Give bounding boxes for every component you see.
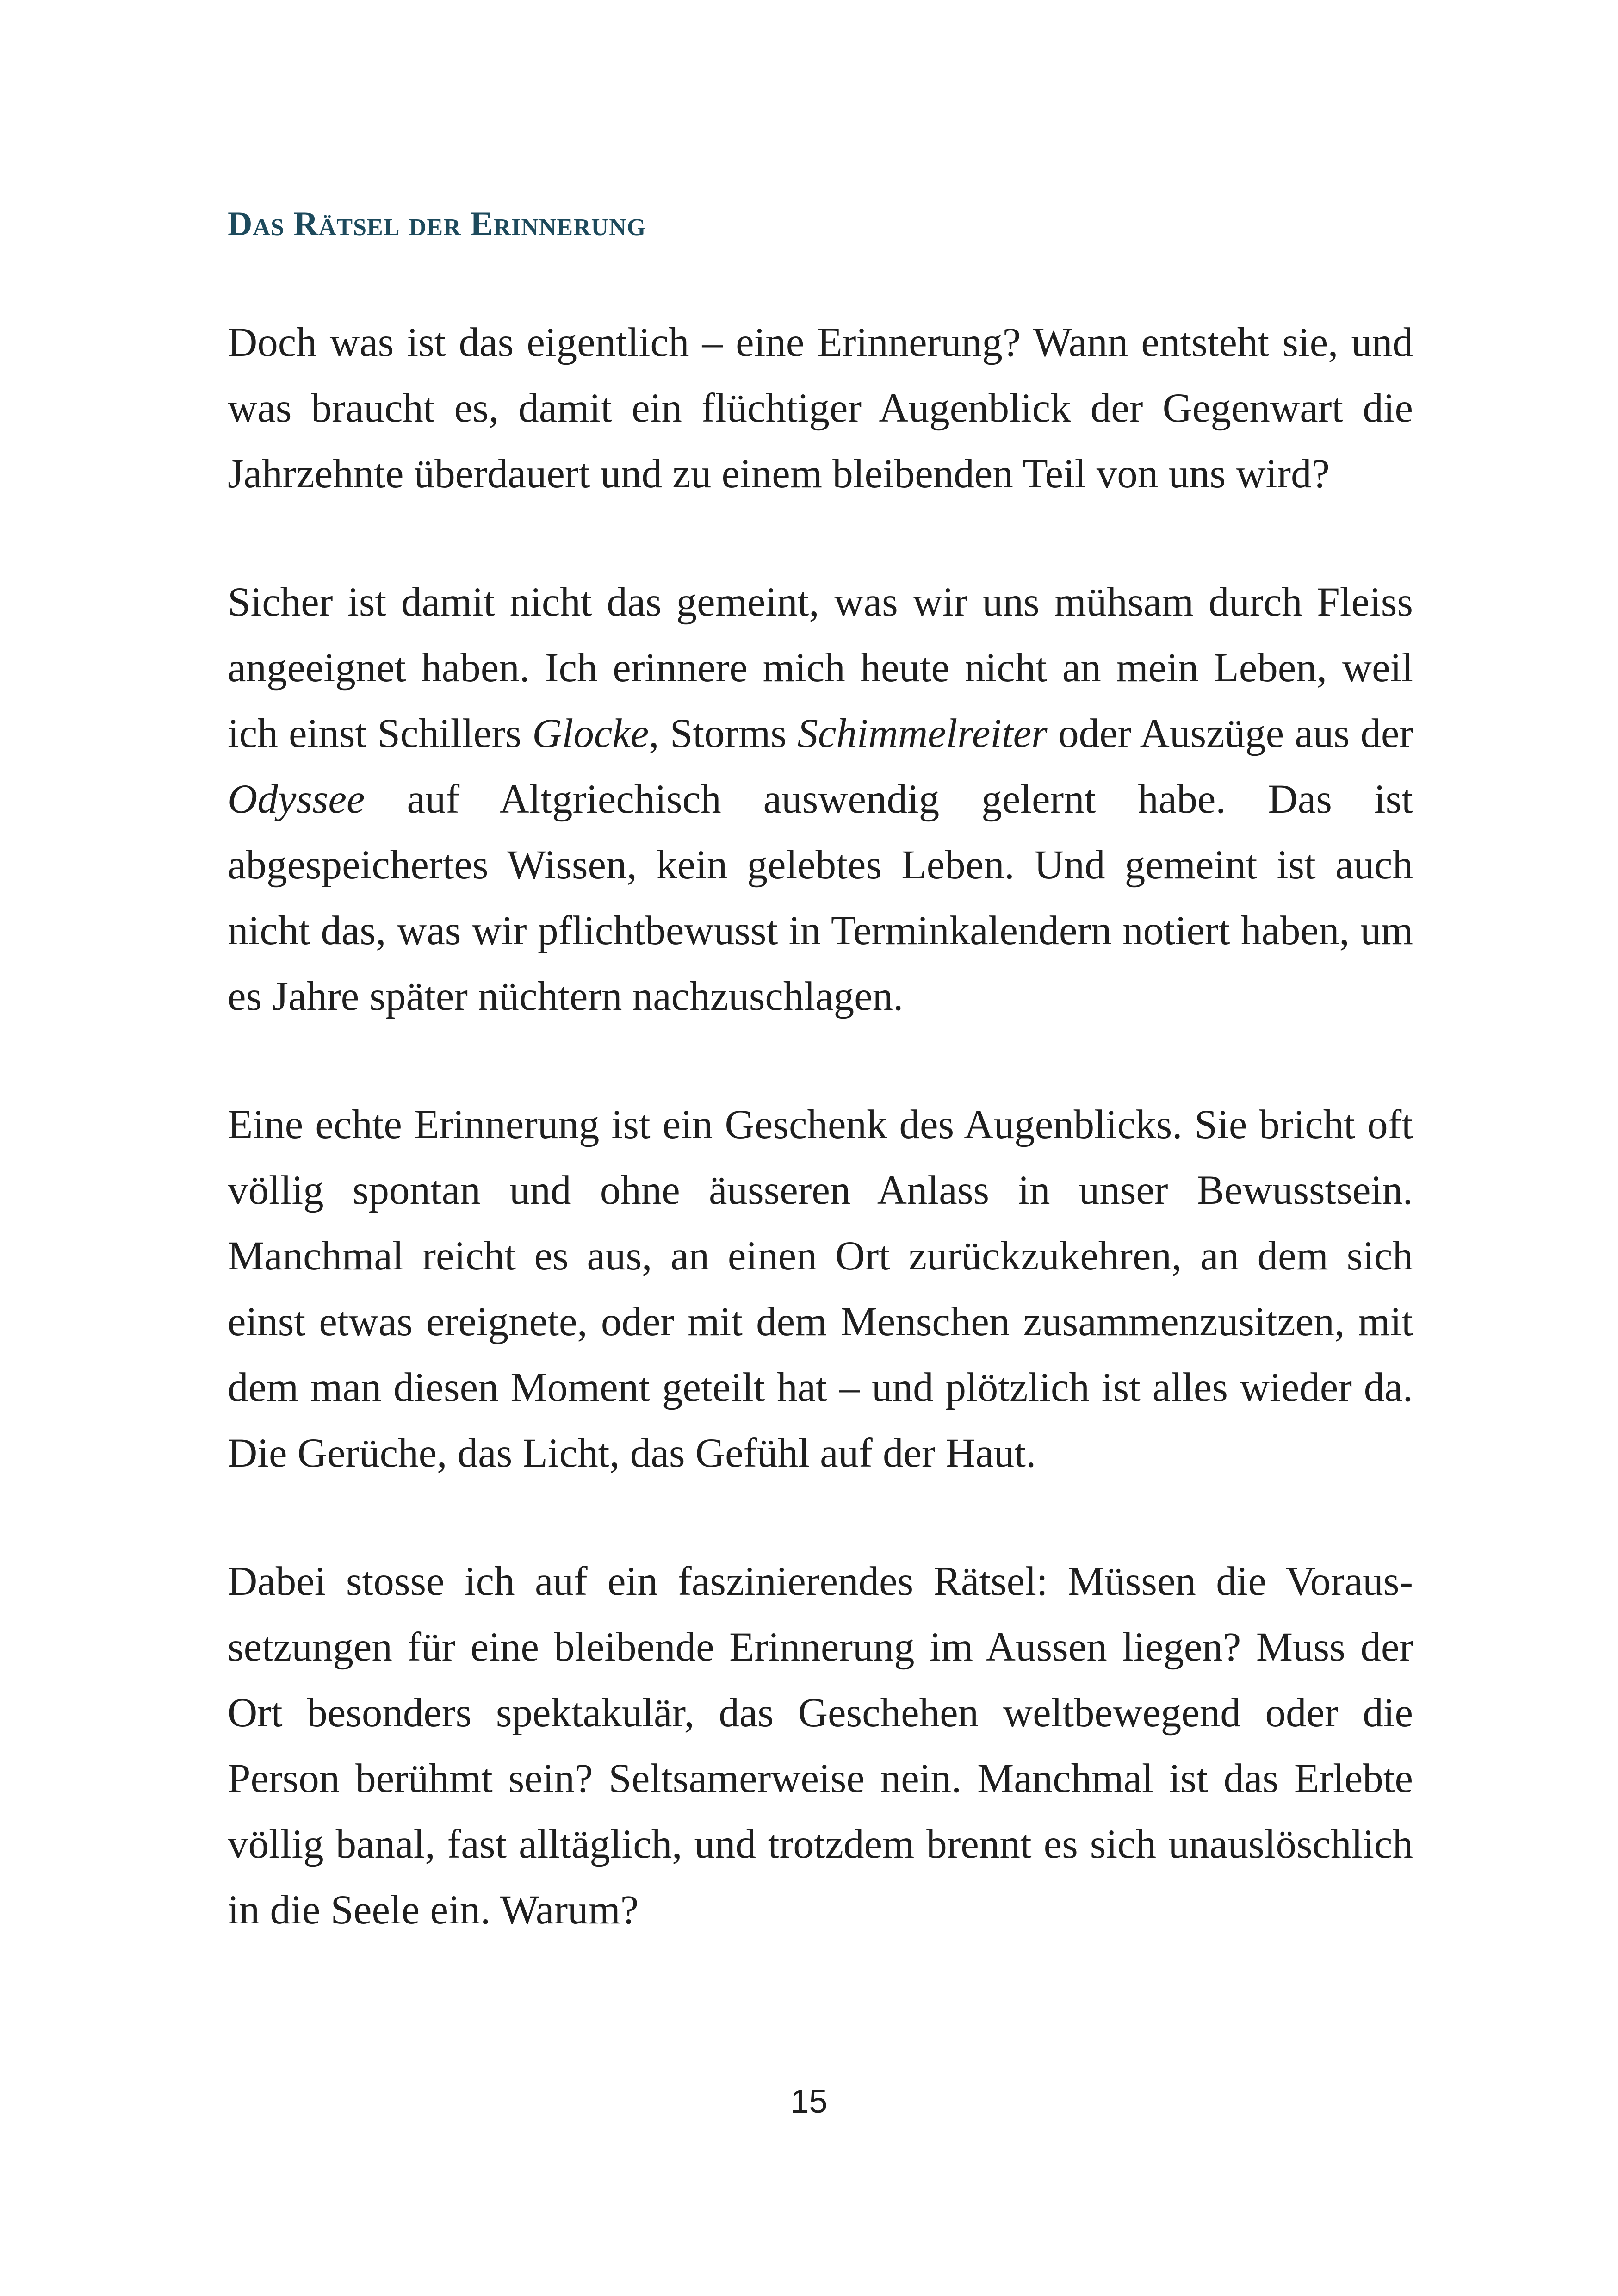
work-title-glocke: Glocke: [532, 710, 649, 756]
paragraph-4: [228, 1549, 1413, 1943]
paragraph-text: Sicher ist damit nicht das gemeint, was wir uns mühsam durch Fleiss angeeignet haben. Ich erinnere mich heute nicht an mein Leben, weil ich einst Schillers: [228, 579, 1413, 756]
paragraph-text: Doch was ist das eigentlich – eine Erinnerung? Wann entsteht sie, und was braucht es, damit ein flüchtiger Augenblick der Gegenwart die Jahrzehnte überdauert und zu einem bleibenden Teil von uns wird?: [228, 319, 1413, 497]
work-title-odyssee: Odyssee: [228, 776, 365, 822]
paragraph-text: Eine echte Erinnerung ist ein Geschenk des Augenblicks. Sie bricht oft völlig spontan und ohne äusseren Anlass in unser Bewusstsein. Manchmal reicht es aus, an einen Ort zurückzukehren, an dem sich einst etwas ereignete, oder mit dem Menschen zusammenzusitzen, mit dem man diesen Moment geteilt hat – und plötzlich ist alles wieder da. Die Gerüche, das Licht, das Gefühl auf der Haut.: [228, 1101, 1413, 1476]
paragraph-text: , Storms: [649, 710, 798, 756]
paragraph-1: [228, 310, 1413, 507]
text-block: [228, 204, 1413, 1943]
page-number: 15: [790, 2083, 828, 2120]
paragraph-text: Dabei stosse ich auf ein faszinierendes Rätsel: Müssen die Voraussetzungen für eine bleibende Erinnerung im Aussen liegen? Muss der Ort besonders spektakulär, das Geschehen weltbewegend oder die Person berühmt sein? Seltsamerweise nein. Manchmal ist das Erlebte völlig banal, fast alltäglich, und trotzdem brennt es sich unauslöschlich in die Seele ein. Warum?: [228, 1558, 1413, 1933]
paragraph-2: [228, 569, 1413, 1029]
work-title-schimmelreiter: Schimmelreiter: [797, 710, 1048, 756]
paragraph-3: [228, 1092, 1413, 1486]
chapter-heading: Das Rätsel der Erinnerung: [228, 205, 646, 243]
paragraph-text: oder Auszüge aus der: [1047, 710, 1413, 756]
paragraph-text: auf Altgriechisch auswendig gelernt habe. Das ist abgespeichertes Wissen, kein gelebtes Leben. Und gemeint ist auch nicht das, was wir pflichtbewusst in Terminkalendern notiert haben, um es Jahre später nüchtern nachzuschlagen.: [228, 776, 1413, 1019]
